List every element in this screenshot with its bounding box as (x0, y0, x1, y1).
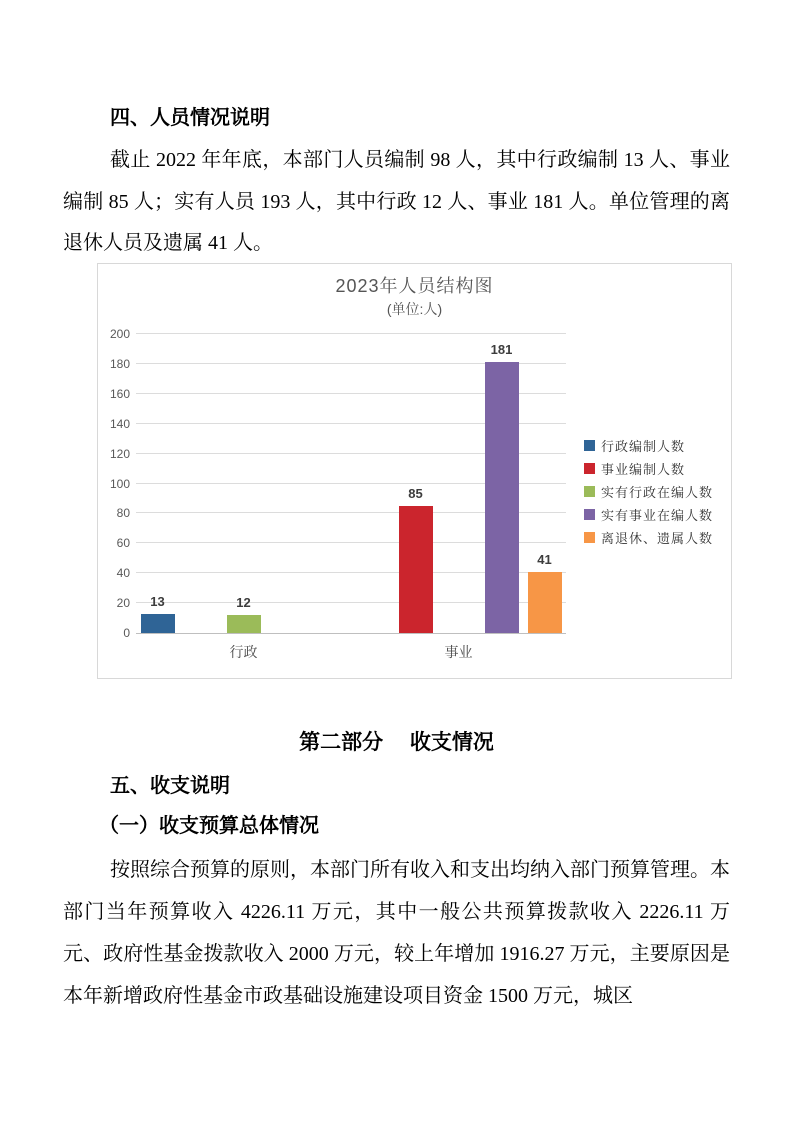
personnel-paragraph: 截止 2022 年年底，本部门人员编制 98 人，其中行政编制 13 人、事业编制 85 人；实有人员 193 人，其中行政 12 人、事业 181 人。单位管理的离退休人员及遗属 41 人。 (63, 149, 730, 254)
subsection1-heading: （一）收支预算总体情况 (99, 815, 319, 837)
bar-value-label: 13 (150, 593, 165, 609)
y-tick-label: 120 (109, 446, 130, 461)
bar-离退休、遗属人数 (528, 572, 562, 633)
legend-swatch-icon (584, 463, 595, 474)
y-tick-label: 40 (116, 566, 130, 581)
y-tick-label: 100 (109, 476, 130, 491)
y-tick-label: 0 (123, 626, 130, 640)
bar-实有事业在编人数 (485, 362, 519, 633)
legend-label: 实有事业在编人数 (601, 508, 714, 523)
bar-value-label: 85 (408, 485, 423, 501)
bar-实有行政在编人数 (227, 615, 261, 633)
legend-label: 实有行政在编人数 (601, 485, 714, 500)
legend-item (584, 526, 713, 549)
chart-title: 2023年人员结构图 (335, 276, 494, 296)
chart-legend (584, 434, 713, 549)
y-tick-label: 80 (116, 506, 130, 521)
bar-行政编制人数 (141, 614, 175, 633)
legend-swatch-icon (584, 532, 595, 543)
legend-item (584, 457, 713, 480)
bar-事业编制人数 (399, 506, 433, 633)
legend-swatch-icon (584, 486, 595, 497)
bar-value-label: 181 (490, 342, 513, 358)
y-tick-label: 180 (109, 356, 130, 371)
chart-subtitle: (单位:人) (386, 301, 443, 317)
legend-label: 行政编制人数 (601, 439, 686, 454)
legend-swatch-icon (584, 440, 595, 451)
personnel-structure-chart (97, 263, 732, 679)
legend-label: 事业编制人数 (601, 462, 686, 477)
bar-value-label: 41 (537, 551, 552, 567)
budget-paragraph: 按照综合预算的原则，本部门所有收入和支出均纳入部门预算管理。本部门当年预算收入 4226.11 万元，其中一般公共预算拨款收入 2226.11 万元、政府性基金拨款收入 2000 万元，较上年增加 1916.27 万元，主要原因是本年新增政府性基金市政基础设施建设项目资金 1500 万元，城区 (63, 859, 730, 1007)
legend-item (584, 434, 713, 457)
category-label: 事业 (444, 644, 473, 660)
legend-item (584, 480, 713, 503)
y-tick-label: 200 (109, 327, 130, 341)
y-tick-label: 140 (109, 416, 130, 431)
legend-item (584, 503, 713, 526)
legend-label: 离退休、遗属人数 (601, 531, 714, 546)
chart-plot-area (136, 334, 566, 634)
part2-title: 第二部分 收支情况 (299, 731, 494, 754)
section4-heading: 四、人员情况说明 (110, 107, 270, 129)
legend-swatch-icon (584, 509, 595, 520)
y-tick-label: 20 (116, 596, 130, 611)
bar-value-label: 12 (236, 595, 251, 611)
y-tick-label: 160 (109, 386, 130, 401)
gridline (136, 333, 566, 334)
section5-heading: 五、收支说明 (110, 775, 230, 797)
category-label: 行政 (229, 644, 258, 660)
y-tick-label: 60 (116, 536, 130, 551)
